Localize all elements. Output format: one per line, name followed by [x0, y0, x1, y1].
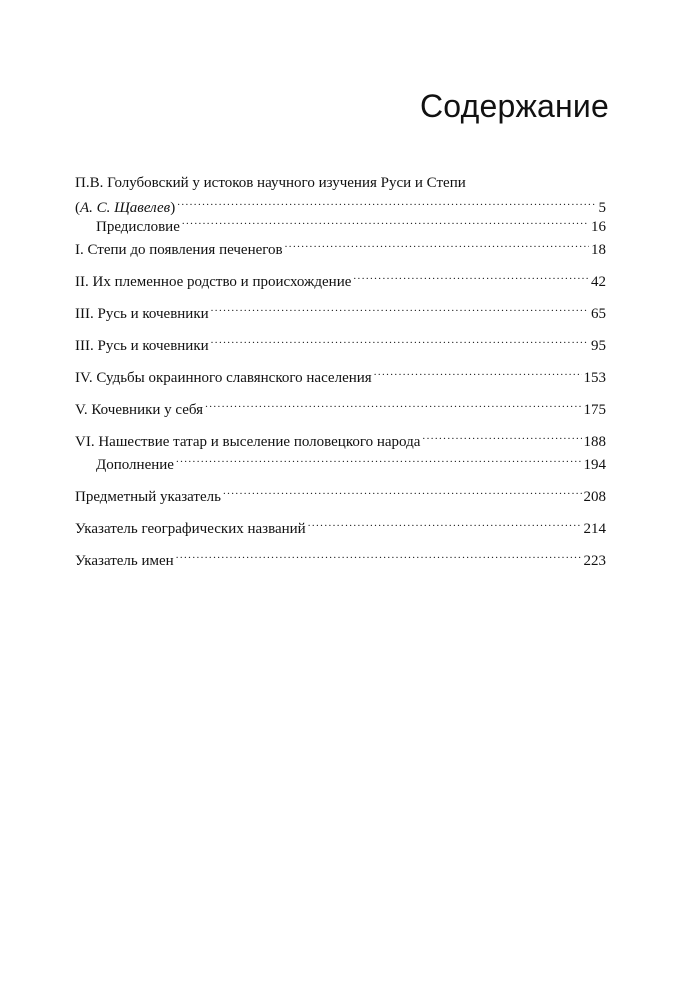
toc-entry-label: V. Кочевники у себя [75, 402, 204, 418]
toc-entry-label: III. Русь и кочевники [75, 306, 209, 322]
open-paren: ( [75, 200, 80, 216]
toc-entry-label: Дополнение [96, 457, 174, 473]
close-paren: ) [170, 200, 176, 216]
toc-page-number: 95 [591, 338, 606, 354]
toc-entry-chapter-2[interactable] [75, 267, 606, 290]
dot-leader [374, 363, 582, 382]
toc-entry-author-line [75, 193, 606, 216]
dot-leader [176, 546, 582, 565]
toc-entry-subject-index[interactable] [75, 482, 606, 505]
toc-page-number: 175 [583, 402, 606, 418]
dot-leader [422, 427, 581, 446]
toc-entry-chapter-1[interactable] [75, 235, 606, 258]
toc-page-number: 208 [583, 489, 606, 505]
toc-page-number: 223 [583, 553, 606, 569]
toc-entry-label: Предметный указатель [75, 489, 221, 505]
toc-entry-label: Указатель географических названий [75, 521, 306, 537]
toc-page-number: 153 [583, 370, 606, 386]
dot-leader [177, 193, 596, 212]
dot-leader [211, 331, 589, 350]
table-of-contents [75, 174, 606, 569]
toc-entry-chapter-3a[interactable] [75, 299, 606, 322]
toc-entry-label: I. Степи до появления печенегов [75, 242, 283, 258]
toc-page-number: 214 [583, 521, 606, 537]
page-title: Содержание [419, 88, 609, 124]
toc-entry-chapter-6[interactable] [75, 427, 606, 450]
toc-page-number: 194 [583, 457, 606, 473]
toc-entry-label: II. Их племенное родство и происхождение [75, 274, 352, 290]
toc-entry-label: IV. Судьбы окраинного славянского населения [75, 370, 372, 386]
toc-entry-chapter-3b[interactable] [75, 331, 606, 354]
dot-leader [182, 212, 589, 231]
toc-entry-author-block [75, 199, 175, 218]
dot-leader [205, 395, 581, 414]
toc-page-number: 5 [598, 200, 606, 216]
dot-leader [211, 299, 589, 318]
dot-leader [223, 482, 582, 501]
toc-page-number: 18 [591, 242, 606, 258]
dot-leader [285, 235, 589, 254]
toc-page-number: 42 [591, 274, 606, 290]
toc-entry-geographic-index[interactable] [75, 514, 606, 537]
toc-entry-appendix[interactable] [75, 450, 606, 473]
dot-leader [353, 267, 589, 286]
toc-entry-label: Указатель имен [75, 553, 174, 569]
toc-entry-name-index[interactable] [75, 546, 606, 569]
toc-entry-label: Предисловие [96, 219, 180, 235]
toc-page-number: 188 [583, 434, 606, 450]
toc-entry-chapter-4[interactable] [75, 363, 606, 386]
toc-page-number: 65 [591, 306, 606, 322]
toc-page-number: 16 [591, 219, 606, 235]
toc-entry-title-line: П.В. Голубовский у истоков научного изучения Руси и Степи [75, 175, 466, 191]
dot-leader [176, 450, 582, 469]
toc-entry-label: VI. Нашествие татар и выселение половецкого народа [75, 434, 421, 450]
toc-entry-author: А. С. Щавелев [80, 200, 171, 216]
toc-entry-label: III. Русь и кочевники [75, 338, 209, 354]
toc-entry-chapter-5[interactable] [75, 395, 606, 418]
dot-leader [308, 514, 582, 533]
toc-entry-golubovsky-intro[interactable] [75, 174, 606, 216]
